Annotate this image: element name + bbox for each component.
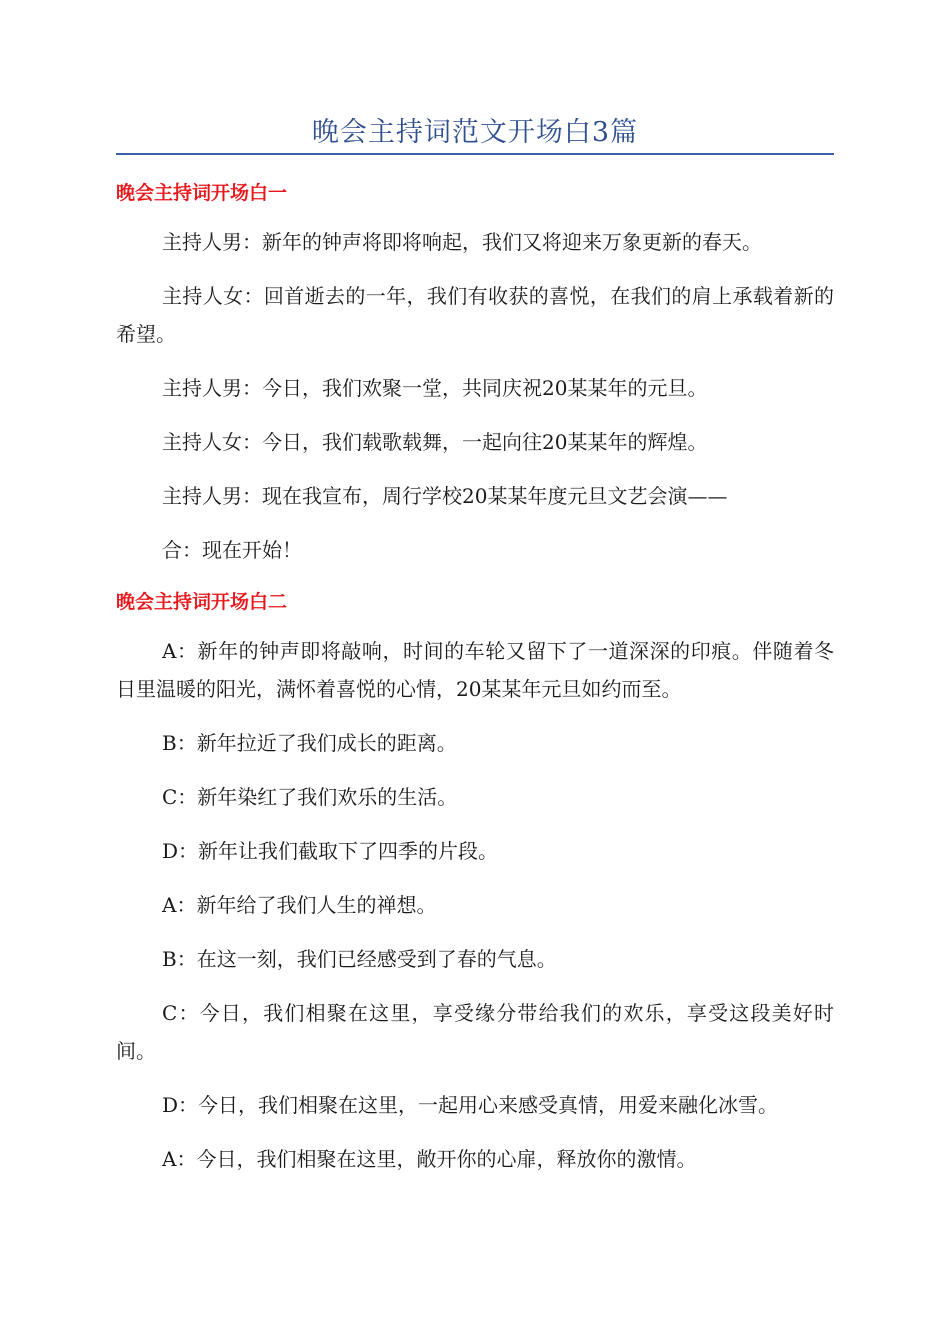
paragraph: C：新年染红了我们欢乐的生活。 xyxy=(162,785,458,809)
paragraph: D：新年让我们截取下了四季的片段。 xyxy=(162,839,499,863)
paragraph: A：今日，我们相聚在这里，敞开你的心扉，释放你的激情。 xyxy=(162,1147,697,1171)
paragraph: A：新年的钟声即将敲响，时间的车轮又留下了一道深深的印痕。伴随着冬日里温暖的阳光，满怀着喜悦的心情，20某某年元旦如约而至。 xyxy=(116,639,834,701)
paragraph: 合：现在开始！ xyxy=(162,538,302,562)
paragraph: 主持人男：今日，我们欢聚一堂，共同庆祝20某某年的元旦。 xyxy=(162,376,708,400)
paragraph: C：今日，我们相聚在这里，享受缘分带给我们的欢乐，享受这段美好时间。 xyxy=(116,1001,834,1063)
paragraph: A：新年给了我们人生的禅想。 xyxy=(162,893,437,917)
paragraph: 主持人男：新年的钟声将即将响起，我们又将迎来万象更新的春天。 xyxy=(162,230,762,254)
paragraph: 主持人男：现在我宣布，周行学校20某某年度元旦文艺会演—— xyxy=(162,484,728,508)
paragraph: B：在这一刻，我们已经感受到了春的气息。 xyxy=(162,947,557,971)
paragraph: 主持人女：回首逝去的一年，我们有收获的喜悦，在我们的肩上承载着新的希望。 xyxy=(116,284,834,346)
paragraph: B：新年拉近了我们成长的距离。 xyxy=(162,731,457,755)
title-divider xyxy=(116,153,834,155)
paragraph: D：今日，我们相聚在这里，一起用心来感受真情，用爱来融化冰雪。 xyxy=(162,1093,779,1117)
section-opening-2 xyxy=(116,587,834,1194)
section-heading: 晚会主持词开场白二 xyxy=(116,591,288,613)
section-opening-1 xyxy=(116,178,834,585)
paragraph: 主持人女：今日，我们载歌载舞，一起向往20某某年的辉煌。 xyxy=(162,430,708,454)
document-title: 晚会主持词范文开场白3篇 xyxy=(311,117,639,148)
section-heading: 晚会主持词开场白一 xyxy=(116,182,288,204)
